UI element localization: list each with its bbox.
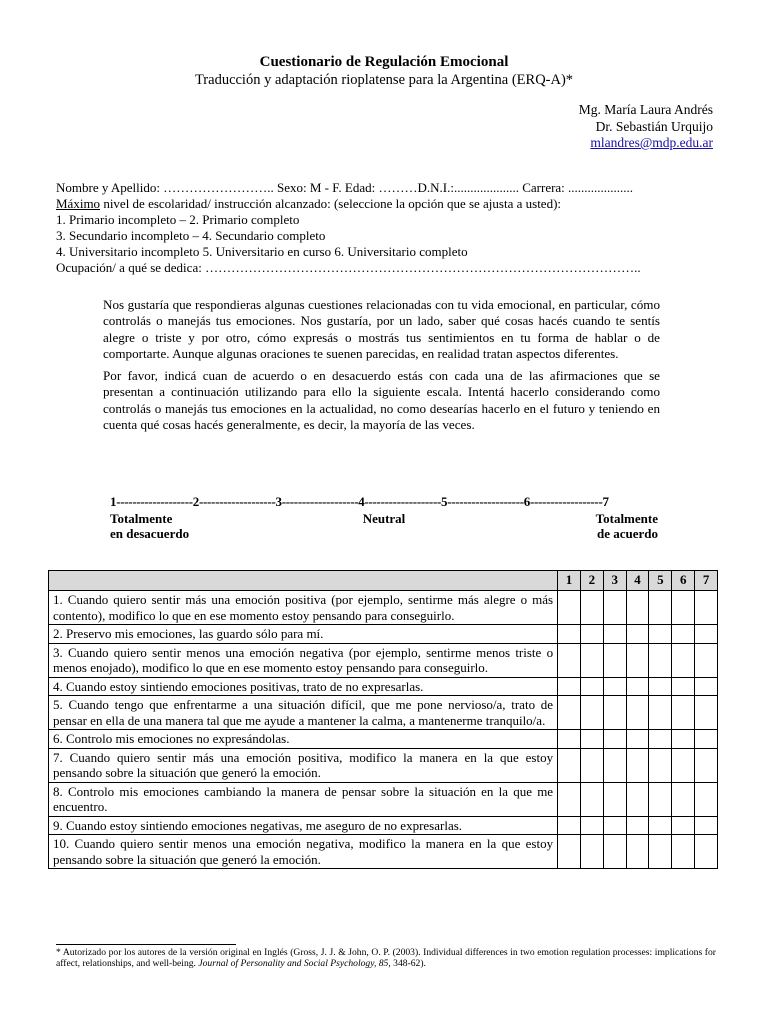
footnote-text-b: , 348-62). (388, 958, 426, 969)
form-education-prompt (56, 196, 736, 212)
table-row (49, 643, 718, 677)
item-text: 1. Cuando quiero sentir más una emoción positiva (por ejemplo, sentirme más alegre o más contento), modifico lo que en ese momento estoy pensando para conseguirlo. (49, 591, 558, 625)
rating-cell-1[interactable] (558, 730, 581, 749)
item-text: 6. Controlo mis emociones no expresándolas. (49, 730, 558, 749)
item-text: 10. Cuando quiero sentir menos una emoción negativa, modifico la manera en la que estoy pensando sobre la situación que generó la emoción. (49, 835, 558, 869)
footnote-text-a: * Autorizado por los autores de la versión original en Inglés (Gross, J. J. & John, O. P. (2003). Individual differences in two emotion regulation processes: implications for affect, relationships, and well-being. (56, 947, 716, 969)
rating-cell-3[interactable] (603, 748, 626, 782)
rating-cell-2[interactable] (580, 591, 603, 625)
authors-block (579, 102, 713, 152)
header-col-4: 4 (626, 571, 649, 591)
table-row (49, 835, 718, 869)
rating-cell-7[interactable] (695, 591, 718, 625)
table-row (49, 677, 718, 696)
form-name-line[interactable]: Nombre y Apellido: …………………….. Sexo: M - F. Edad: ………D.N.I.:.................... Carrera: .................... (56, 180, 634, 195)
rating-cell-5[interactable] (649, 591, 672, 625)
rating-cell-3[interactable] (603, 816, 626, 835)
rating-cell-3[interactable] (603, 643, 626, 677)
rating-cell-5[interactable] (649, 816, 672, 835)
rating-cell-3[interactable] (603, 730, 626, 749)
scale-label-right (596, 511, 658, 541)
rating-cell-2[interactable] (580, 643, 603, 677)
table-row (49, 730, 718, 749)
rating-cell-7[interactable] (695, 696, 718, 730)
document-title: Cuestionario de Regulación Emocional (259, 54, 509, 70)
rating-cell-2[interactable] (580, 677, 603, 696)
rating-cell-7[interactable] (695, 816, 718, 835)
instructions (103, 297, 660, 439)
scale-label-right-1: Totalmente (595, 511, 658, 526)
form-education-rest: nivel de escolaridad/ instrucción alcanzado: (seleccione la opción que se ajusta a usted): (100, 196, 562, 211)
rating-cell-1[interactable] (558, 748, 581, 782)
rating-cell-5[interactable] (649, 625, 672, 644)
rating-cell-4[interactable] (626, 816, 649, 835)
rating-cell-4[interactable] (626, 677, 649, 696)
scale-label-right-2: de acuerdo (596, 526, 658, 541)
table-row (49, 748, 718, 782)
instructions-paragraph-1: Nos gustaría que respondieras algunas cuestiones relacionadas con tu vida emocional, en particular, cómo controlás o manejás tus emociones. Nos gustaría, por un lado, saber qué cosas hacés cuando te sentís alegre o triste y por otro, cómo expresás o mostrás tus sentimientos en tu forma de hablar o de comportarte. Aunque algunas oraciones te suenen parecidas, en realidad tratan aspectos diferentes. (103, 297, 660, 361)
footnote-separator (56, 944, 236, 945)
table-header-row (49, 571, 718, 591)
scale-label-left-2: en desacuerdo (110, 526, 190, 541)
rating-cell-5[interactable] (649, 835, 672, 869)
table-row (49, 696, 718, 730)
rating-cell-2[interactable] (580, 730, 603, 749)
footnote-journal: Journal of Personality and Social Psychology, 85 (198, 958, 389, 969)
item-text: 5. Cuando tengo que enfrentarme a una situación difícil, que me pone nervioso/a, trato de pensar en ella de una manera tal que me ayude a mantener la calma, a mantenerme tranquilo/a. (49, 696, 558, 730)
item-text: 9. Cuando estoy sintiendo emociones negativas, me aseguro de no expresarlas. (49, 816, 558, 835)
rating-cell-4[interactable] (626, 643, 649, 677)
header-col-6: 6 (672, 571, 695, 591)
rating-cell-3[interactable] (603, 591, 626, 625)
rating-cell-1[interactable] (558, 677, 581, 696)
rating-cell-4[interactable] (626, 782, 649, 816)
demographics-form (56, 180, 736, 276)
instructions-paragraph-2: Por favor, indicá cuan de acuerdo o en desacuerdo estás con cada una de las afirmaciones que se presentan a continuación utilizando para ello la siguiente escala. Intentá hacerlo considerando como controlás o manejás tus emociones en la actualidad, no como desearías hacerlo en el futuro y teniendo en cuenta qué cosas hacés generalmente, es decir, la mayoría de las veces. (103, 368, 660, 433)
item-text: 8. Controlo mis emociones cambiando la manera de pensar sobre la situación en la que me encuentro. (49, 782, 558, 816)
rating-cell-2[interactable] (580, 816, 603, 835)
footnote (56, 947, 716, 969)
rating-scale-line: 1-------------------2-------------------3-------------------4-------------------5-------------------6------------------7 (110, 494, 609, 509)
rating-cell-1[interactable] (558, 696, 581, 730)
rating-cell-7[interactable] (695, 730, 718, 749)
item-text: 2. Preservo mis emociones, las guardo sólo para mí. (49, 625, 558, 644)
rating-cell-4[interactable] (626, 748, 649, 782)
questionnaire-table (48, 570, 718, 869)
rating-cell-5[interactable] (649, 643, 672, 677)
rating-cell-2[interactable] (580, 696, 603, 730)
rating-cell-2[interactable] (580, 625, 603, 644)
header-col-1: 1 (558, 571, 581, 591)
form-education-option-1[interactable]: 1. Primario incompleto – 2. Primario completo (56, 212, 300, 227)
rating-cell-1[interactable] (558, 625, 581, 644)
rating-cell-7[interactable] (695, 625, 718, 644)
rating-cell-4[interactable] (626, 591, 649, 625)
document-subtitle: Traducción y adaptación rioplatense para la Argentina (ERQ-A)* (194, 72, 574, 88)
rating-cell-2[interactable] (580, 782, 603, 816)
item-text: 4. Cuando estoy sintiendo emociones positivas, trato de no expresarlas. (49, 677, 558, 696)
form-education-underlined: Máximo (56, 196, 101, 211)
rating-cell-6[interactable] (672, 782, 695, 816)
rating-cell-3[interactable] (603, 677, 626, 696)
rating-cell-6[interactable] (672, 816, 695, 835)
form-occupation-line[interactable]: Ocupación/ a qué se dedica: ……………………………………………………………………………………….. (56, 260, 641, 275)
rating-cell-6[interactable] (672, 643, 695, 677)
item-text: 3. Cuando quiero sentir menos una emoción negativa (por ejemplo, sentirme menos triste o menos enojado), modifico lo que en ese momento estoy pensando para conseguirlo. (49, 643, 558, 677)
header-col-5: 5 (649, 571, 672, 591)
header-col-3: 3 (603, 571, 626, 591)
rating-cell-1[interactable] (558, 591, 581, 625)
rating-cell-5[interactable] (649, 748, 672, 782)
rating-cell-7[interactable] (695, 677, 718, 696)
rating-cell-2[interactable] (580, 835, 603, 869)
rating-cell-3[interactable] (603, 782, 626, 816)
scale-label-middle: Neutral (362, 511, 406, 526)
author-2: Dr. Sebastián Urquijo (595, 118, 713, 134)
rating-cell-5[interactable] (649, 730, 672, 749)
rating-cell-6[interactable] (672, 696, 695, 730)
header-blank-cell (49, 571, 558, 591)
rating-cell-4[interactable] (626, 835, 649, 869)
form-education-option-3[interactable]: 4. Universitario incompleto 5. Universitario en curso 6. Universitario completo (56, 244, 468, 259)
author-email-link[interactable]: mlandres@mdp.edu.ar (590, 135, 713, 150)
rating-cell-3[interactable] (603, 625, 626, 644)
rating-cell-6[interactable] (672, 591, 695, 625)
item-text: 7. Cuando quiero sentir más una emoción positiva, modifico la manera en la que estoy pensando sobre la situación que generó la emoción. (49, 748, 558, 782)
rating-cell-6[interactable] (672, 835, 695, 869)
header-col-2: 2 (580, 571, 603, 591)
rating-cell-5[interactable] (649, 696, 672, 730)
rating-cell-4[interactable] (626, 625, 649, 644)
table-row (49, 816, 718, 835)
rating-cell-7[interactable] (695, 782, 718, 816)
rating-cell-1[interactable] (558, 835, 581, 869)
rating-cell-2[interactable] (580, 748, 603, 782)
table-row (49, 782, 718, 816)
rating-cell-3[interactable] (603, 696, 626, 730)
rating-cell-5[interactable] (649, 782, 672, 816)
form-education-option-2[interactable]: 3. Secundario incompleto – 4. Secundario completo (56, 228, 326, 243)
rating-cell-1[interactable] (558, 643, 581, 677)
scale-label-left-1: Totalmente (110, 511, 173, 526)
rating-cell-7[interactable] (695, 748, 718, 782)
rating-cell-1[interactable] (558, 816, 581, 835)
rating-cell-5[interactable] (649, 677, 672, 696)
author-1: Mg. María Laura Andrés (578, 102, 713, 117)
rating-cell-4[interactable] (626, 730, 649, 749)
rating-cell-6[interactable] (672, 748, 695, 782)
rating-cell-4[interactable] (626, 696, 649, 730)
rating-cell-7[interactable] (695, 643, 718, 677)
rating-cell-1[interactable] (558, 782, 581, 816)
header-col-7: 7 (695, 571, 718, 591)
rating-cell-6[interactable] (672, 625, 695, 644)
rating-cell-6[interactable] (672, 730, 695, 749)
table-row (49, 591, 718, 625)
table-row (49, 625, 718, 644)
rating-cell-3[interactable] (603, 835, 626, 869)
rating-cell-6[interactable] (672, 677, 695, 696)
rating-cell-7[interactable] (695, 835, 718, 869)
